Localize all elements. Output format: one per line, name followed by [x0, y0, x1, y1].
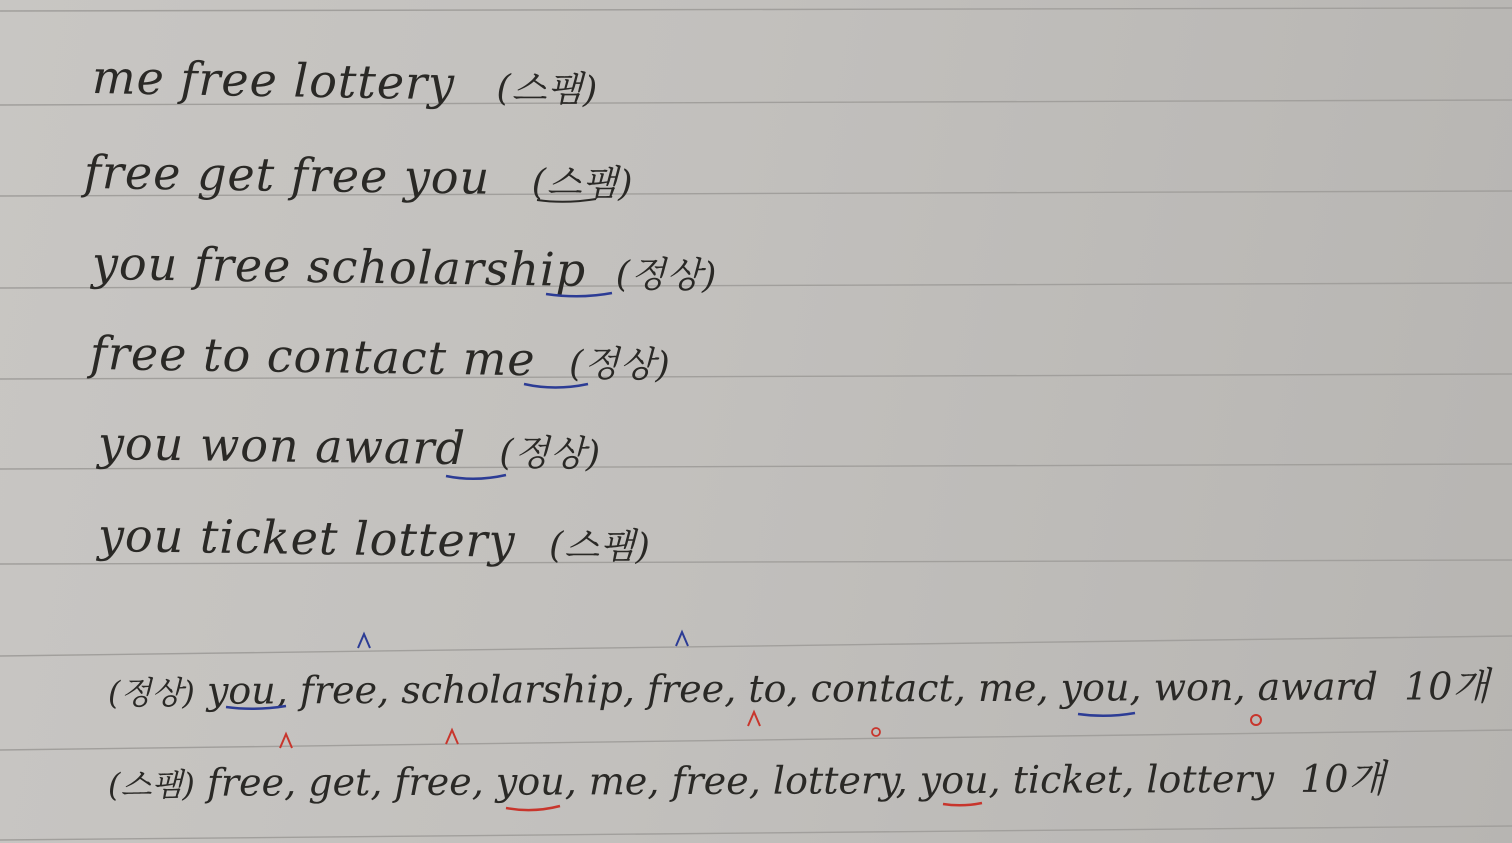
note-line-2-text: free get free you [83, 145, 491, 205]
note-line-6-label: (스팸) [548, 525, 652, 568]
note-line-3-text: you free scholarship [91, 236, 587, 297]
summary-spam-words: free, get, free, you, me, free, lottery, you, ticket, lottery [206, 756, 1275, 805]
note-line-3 [92, 236, 718, 299]
note-line-5-label: (정상) [499, 432, 602, 476]
note-line-4-text: free to contact me [89, 326, 536, 387]
summary-spam-count: 10개 [1300, 756, 1386, 801]
note-line-5-text: you won award [97, 416, 467, 476]
note-line-5 [98, 416, 602, 477]
summary-normal [108, 655, 1489, 715]
note-line-6 [98, 508, 652, 570]
note-line-1-text: me free lottery [91, 50, 456, 111]
note-line-2 [84, 145, 634, 207]
summary-normal-words: you, free, scholarship, free, to, contact, me, you, won, award [206, 664, 1379, 713]
note-line-6-text: you ticket lottery [97, 508, 517, 568]
summary-normal-label: (정상) [107, 673, 195, 712]
note-line-1-label: (스팸) [496, 68, 599, 111]
summary-spam [108, 748, 1385, 807]
note-line-4-label: (정상) [568, 343, 672, 387]
note-line-3-label: (정상) [615, 254, 718, 297]
summary-normal-count: 10개 [1403, 664, 1490, 709]
summary-spam-label: (스팸) [107, 765, 195, 804]
note-line-1 [92, 50, 599, 113]
note-line-4 [90, 326, 672, 388]
note-line-2-label: (스팸) [531, 162, 634, 205]
